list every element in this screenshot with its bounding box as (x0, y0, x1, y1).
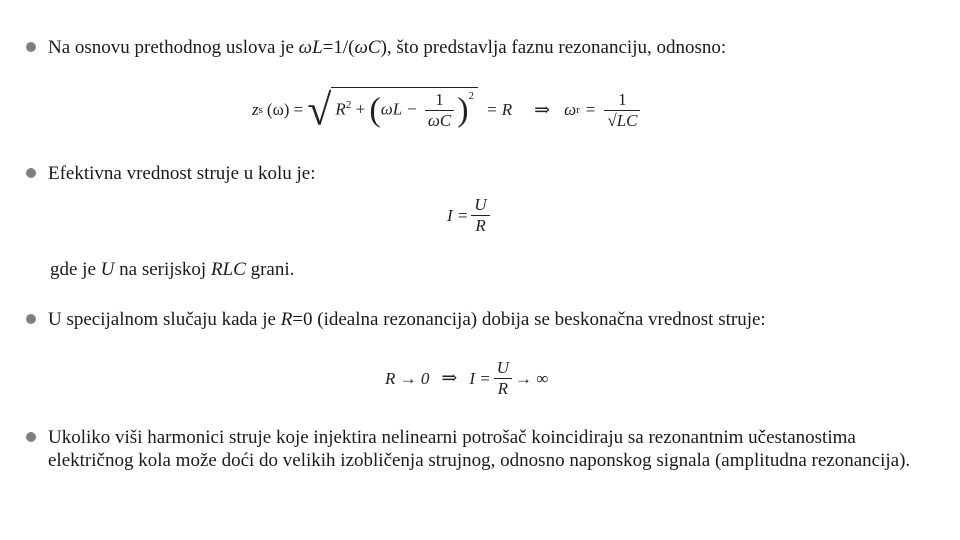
eq3-implies: ⇒ (441, 368, 458, 389)
eq1-outer-sq: 2 (468, 90, 475, 103)
eq1-omega-r-sub: r (576, 104, 580, 116)
eq1-implies: ⇒ (534, 99, 551, 121)
eq1-equals-r: = R (486, 100, 513, 119)
eq3-rhs: → ∞ (514, 368, 549, 388)
eq2-num: U (471, 195, 489, 216)
paragraph-1-text-b: =1/( (322, 37, 355, 58)
eq1-res-num: 1 (604, 90, 640, 111)
equation-limit (385, 358, 548, 399)
paragraph-4 (48, 308, 938, 331)
eq1-omega-l: ωL − (380, 99, 418, 119)
bullet-2 (26, 168, 36, 178)
eq1-frac-den: ωC (427, 111, 452, 131)
eq1-frac-num: 1 (425, 90, 454, 111)
eq1-lhs-sub: s (258, 104, 263, 116)
equation-current (447, 195, 493, 236)
eq3-num: U (494, 358, 512, 379)
paragraph-4-math-a: R (280, 309, 293, 330)
eq1-frac (425, 90, 454, 131)
eq1-r-sq: 2 (345, 99, 352, 111)
eq1-res-den: √LC (607, 110, 638, 130)
eq1-omega-r: ω (564, 100, 577, 119)
eq1-r: R (335, 99, 346, 119)
eq1-eq-sign: = (585, 100, 596, 119)
eq1-sqrt: √ $R^2 + (\omega L$ − $\frac{1}{\omega C}$ )$^2$ (307, 87, 478, 133)
paragraph-3-math-a: U (100, 259, 115, 280)
paragraph-3-text-c: grani. (245, 259, 295, 280)
paragraph-3-math-b: RLC (210, 259, 246, 280)
eq3-frac (494, 358, 512, 399)
bullet-4 (26, 432, 36, 442)
paragraph-1 (48, 36, 938, 59)
bullet-3 (26, 314, 36, 324)
equation-impedance (252, 80, 643, 140)
eq2-frac (471, 195, 489, 236)
paragraph-3 (50, 258, 940, 281)
paragraph-4-text-b: =0 (idealna rezonancija) dobija se beskonačna vrednost struje: (292, 309, 766, 330)
paragraph-4-text-a: U specijalnom slučaju kada je (48, 309, 281, 330)
paragraph-1-text-c: ), što predstavlja faznu rezonanciju, odnosno: (380, 37, 727, 58)
eq1-lhs: z (252, 100, 259, 119)
paragraph-5: Ukoliko viši harmonici struje koje injektira nelinearni potrošač koincidiraju sa rezonantnim učestanostima električnog kola može doći do velikih izobličenja strujnog, odnosno naponskog signala (amplitudna rezonancija). (48, 427, 911, 471)
eq3-den: R (497, 379, 509, 398)
eq3-lhs: R → 0 (385, 368, 430, 388)
eq1-res-frac (604, 90, 640, 131)
eq3-mid: I = (469, 368, 491, 388)
eq2-den: R (475, 216, 486, 235)
paragraph-3-text-b: na serijskoj (114, 259, 211, 280)
paragraph-1-math-b: ωC (354, 37, 381, 58)
eq2-lhs: I = (447, 205, 469, 225)
paragraph-1-math-a: ωL (298, 37, 323, 58)
paragraph-1-text-a: Na osnovu prethodnog uslova je (48, 37, 299, 58)
paragraph-3-text-a: gde je (50, 259, 101, 280)
eq1-lhs-arg: (ω) = (266, 100, 304, 119)
paragraph-2: Efektivna vrednost struje u kolu je: (48, 163, 316, 184)
bullet-1 (26, 42, 36, 52)
